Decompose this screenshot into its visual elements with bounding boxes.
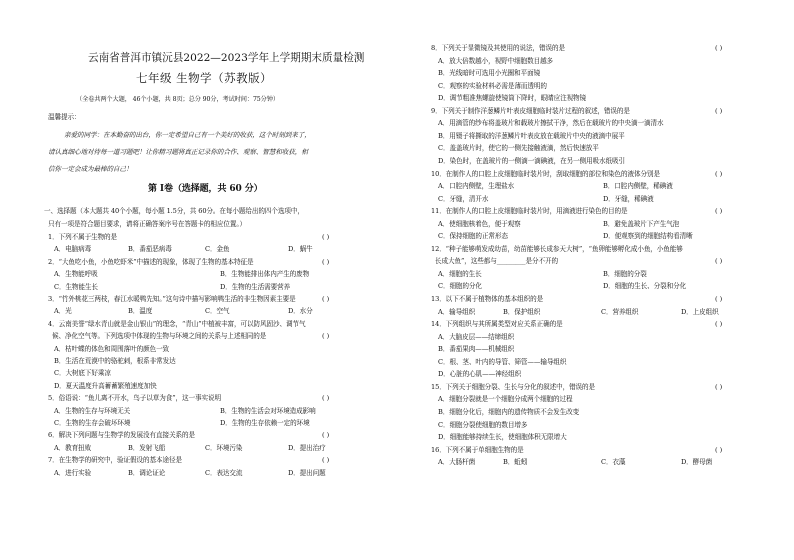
answer-option[interactable]: C．牙缝，清开水 [438,194,489,203]
section-instruction: 只有一项是符合题目要求，请将正确答案序号在答题卡的相应位置。） [48,220,247,228]
question-stem: 6．解决下列问题与生物学的发展没有直接关系的是 [48,431,195,440]
question-stem: 12．“种子能够萌发成幼苗，幼苗能够长成参天大树”，“鱼卵能够孵化成小鱼，小鱼能够 [431,244,683,253]
answer-option[interactable]: C．衣藻 [601,458,626,467]
hint-label: 温馨提示： [48,113,81,121]
question-stem: 8．下列关于显微镜及其使用的说法，错误的是 [431,44,565,52]
answer-option[interactable]: B．番茄果肉——机械组织 [438,345,515,354]
question-stem: 5．俗语说：“鱼儿离不开水，鸟子以草为食”，这一事实说明 [48,394,221,403]
question-stem: 10．在制作人的口腔上皮细胞临时装片时，刮取细胞的部位和染色的液体分别是 [431,169,660,178]
answer-option[interactable]: B．温度 [128,307,153,316]
hint-line: 信你一定会成为最棒的自己！ [48,165,133,173]
answer-parenthesis: ( ) [715,106,723,115]
answer-option[interactable]: A．使细胞核着色，便于观察 [438,219,521,228]
answer-option[interactable]: A．进行实验 [54,468,92,477]
answer-option[interactable]: C．生物的生存会破坏环境 [54,419,131,427]
answer-parenthesis: ( ) [715,382,723,391]
question-stem: 15．下列关于细胞分裂、生长与分化的叙述中，错误的是 [431,382,596,391]
answer-option[interactable]: B．发射飞船 [128,443,166,452]
answer-parenthesis: ( ) [715,44,723,52]
exam-note: （全卷共两个大题， 46个小题，共 8页；总分 90分，考试时间：75分钟） [76,96,279,103]
question-stem: 16．下列不属于单细胞生物的是 [431,445,524,454]
answer-option[interactable]: C．根、茎、叶内的导管、筛管——输导组织 [438,357,567,366]
answer-option[interactable]: B．生物能排出体内产生的废物 [220,270,310,279]
answer-option[interactable]: A．输导组织 [438,307,476,316]
answer-option[interactable]: B．蚯蚓 [503,458,528,467]
answer-option[interactable]: A．生物的生存与环境无关 [54,406,131,415]
answer-parenthesis: ( ) [715,169,723,178]
exam-title: 云南省普洱市镇沅县2022—2023学年上学期期末质量检测 [88,52,365,64]
question-stem: 1．下列不属于生物的是 [48,233,118,241]
answer-option[interactable]: D．细胞能够持续生长，使细胞体积无限增大 [438,433,567,442]
hint-line: 亲爱的同学：在本勤奋的出台，你一定希望自己有一个美好的收获，这个时刻到来了， [64,131,311,139]
answer-option[interactable]: A．教育扭败 [54,443,92,452]
answer-parenthesis: ( ) [715,320,723,329]
answer-option[interactable]: D．心脏的心肌——神经组织 [438,370,522,379]
answer-option[interactable]: B．细胞分化后，细胞内的遗传物质不会发生改变 [438,407,580,416]
answer-option[interactable]: D．牙缝，稀碘液 [603,194,654,203]
answer-option[interactable]: D．提出问题 [288,468,326,477]
answer-option[interactable]: D．便观察到的细胞结构看清晰 [603,232,693,241]
answer-option[interactable]: B．用镊子将撕取的洋葱鳞片叶表皮放在载玻片中央的液滴中展平 [438,131,625,140]
answer-option[interactable]: C．表达交流 [205,468,243,477]
answer-parenthesis: ( ) [715,257,723,266]
answer-parenthesis: ( ) [322,394,330,403]
answer-parenthesis: ( ) [322,233,330,241]
answer-option[interactable]: D．提出治疗 [288,443,326,452]
answer-option[interactable]: D．调节粗准焦螺旋使镜筒下降时，眼睛应注视物镜 [438,94,587,103]
answer-option[interactable]: B．生活在荒漠中的骆驼刺，根系非常发达 [54,357,176,365]
question-stem: 14．下列组织与其所属类型对应关系正确的是 [431,320,563,329]
answer-option[interactable]: B．番茄恶病毒 [128,245,172,254]
exam-subtitle: 七年级 生物学（苏教版） [136,71,273,85]
answer-option[interactable]: A．大肠杆菌 [438,458,476,467]
answer-option[interactable]: D．上皮组织 [681,307,719,316]
answer-option[interactable]: B．口腔内侧壁，稀碘液 [603,182,673,191]
section-instruction: 一、选择题（本大题共 40个小题，每小题 1.5分，共 60分。在每小题给出的四个选项中， [44,207,304,215]
question-stem: 13．以下不属于植物体的基本组织的是 [431,295,544,303]
answer-option[interactable]: A．大脑皮层——结缔组织 [438,332,515,341]
answer-option[interactable]: B．生物的生活会对环境造成影响 [220,406,316,415]
answer-parenthesis: ( ) [322,257,330,266]
answer-option[interactable]: C．盖盖玻片时，使它的一侧先接触液滴，然后快速放平 [438,144,599,153]
answer-option[interactable]: B．保护组织 [503,307,541,316]
answer-option[interactable]: D．水分 [288,307,313,316]
answer-option[interactable]: D．蜗牛 [288,245,313,254]
answer-option[interactable]: C．空气 [205,307,230,316]
question-stem: 4．云南美誉“绿水青山就是金山银山”的理念，“青山”中植被丰富，可以防风固沙、调节气 [48,319,306,328]
answer-option[interactable]: A．放大倍数越小，视野中细胞数目越多 [438,56,554,65]
answer-option[interactable]: B．细胞的分裂 [603,269,647,278]
answer-parenthesis: ( ) [715,295,723,303]
question-stem: 11．在制作人的口腔上皮细胞临时装片时，用滴液进行染色的目的是 [431,207,628,216]
question-stem: 3．“竹外桃花三两枝，春江水暖鸭先知。”这句诗中描写影响鸭生活的非生物因素主要是 [48,295,296,303]
answer-option[interactable]: A．口腔内侧壁，生理盐水 [438,182,515,191]
answer-parenthesis: ( ) [322,332,330,341]
answer-parenthesis: ( ) [322,456,330,465]
answer-option[interactable]: A．光 [54,307,72,316]
answer-option[interactable]: D．生物的生活需要营养 [220,282,291,291]
answer-parenthesis: ( ) [715,445,723,454]
answer-option[interactable]: A．电脑病毒 [54,245,92,254]
answer-option[interactable]: D．酵母菌 [681,458,713,467]
question-stem: 2．“大鱼吃小鱼，小鱼吃虾米”中描述的现象，体现了生物的基本特征是 [48,257,254,266]
answer-option[interactable]: C．细胞的分化 [438,282,482,291]
answer-option[interactable]: D．夏天温度升高蓄蓄繁殖速度加快 [54,381,157,390]
hint-line: 请认真细心地对待每一道习题吧！让你精习题将真正记录你的合作、观察、智慧和收获，相 [48,148,308,156]
answer-option[interactable]: D．生物的生存依赖一定的环境 [220,419,310,427]
answer-option[interactable]: A．用滴管的纱布将盖玻片和载玻片擦拭干净，然后在载玻片的中央滴一滴清水 [438,119,664,128]
answer-option[interactable]: C．细胞分裂使细胞的数目增多 [438,420,528,429]
question-stem: 长成大鱼”，这些都与_________是分不开的 [435,257,558,266]
answer-option[interactable]: A．细胞分裂就是一个细胞分成两个细胞的过程 [438,395,573,404]
answer-option[interactable]: B．避免盖玻片下产生气泡 [603,219,680,228]
answer-parenthesis: ( ) [322,295,330,303]
answer-parenthesis: ( ) [322,431,330,440]
answer-option[interactable]: C．营养组织 [601,307,639,316]
answer-option[interactable]: A．细胞的生长 [438,269,482,278]
answer-option[interactable]: C．保持细胞的正常形态 [438,232,508,241]
question-stem: 候、净化空气等。下列选项中体现的生物与环境之间的关系与上述相同的是 [52,332,267,341]
answer-parenthesis: ( ) [715,207,723,216]
section-heading: 第 Ⅰ卷（选择题，共 60 分） [148,184,263,194]
answer-option[interactable]: A．生物能呼吸 [54,270,98,279]
answer-option[interactable]: A．枯叶蝶的体色和周围落叶的颜色一致 [54,344,170,353]
answer-option[interactable]: C．环境污染 [205,443,243,452]
answer-option[interactable]: B．调论证论 [128,468,166,477]
answer-option[interactable]: C．金鱼 [205,245,230,254]
question-stem: 7．在生物学的研究中，验证假设的基本途径是 [48,456,182,465]
answer-option[interactable]: C．观察的实验材料必需是薄而透明的 [438,81,547,90]
answer-option[interactable]: C．生物能生长 [54,282,98,291]
answer-option[interactable]: C．大树底下好乘凉 [54,369,111,378]
answer-option[interactable]: B．光线暗时可选用小光圈和平面镜 [438,69,541,78]
answer-option[interactable]: D．细胞的生长、分裂和分化 [603,282,687,291]
question-stem: 9．下列关于制作洋葱鳞片叶表皮细胞临时装片过程的叙述，错误的是 [431,106,630,115]
answer-option[interactable]: D．染色时，在盖玻片的一侧滴一滴碘液，在另一侧用吸水纸吸引 [438,156,626,165]
